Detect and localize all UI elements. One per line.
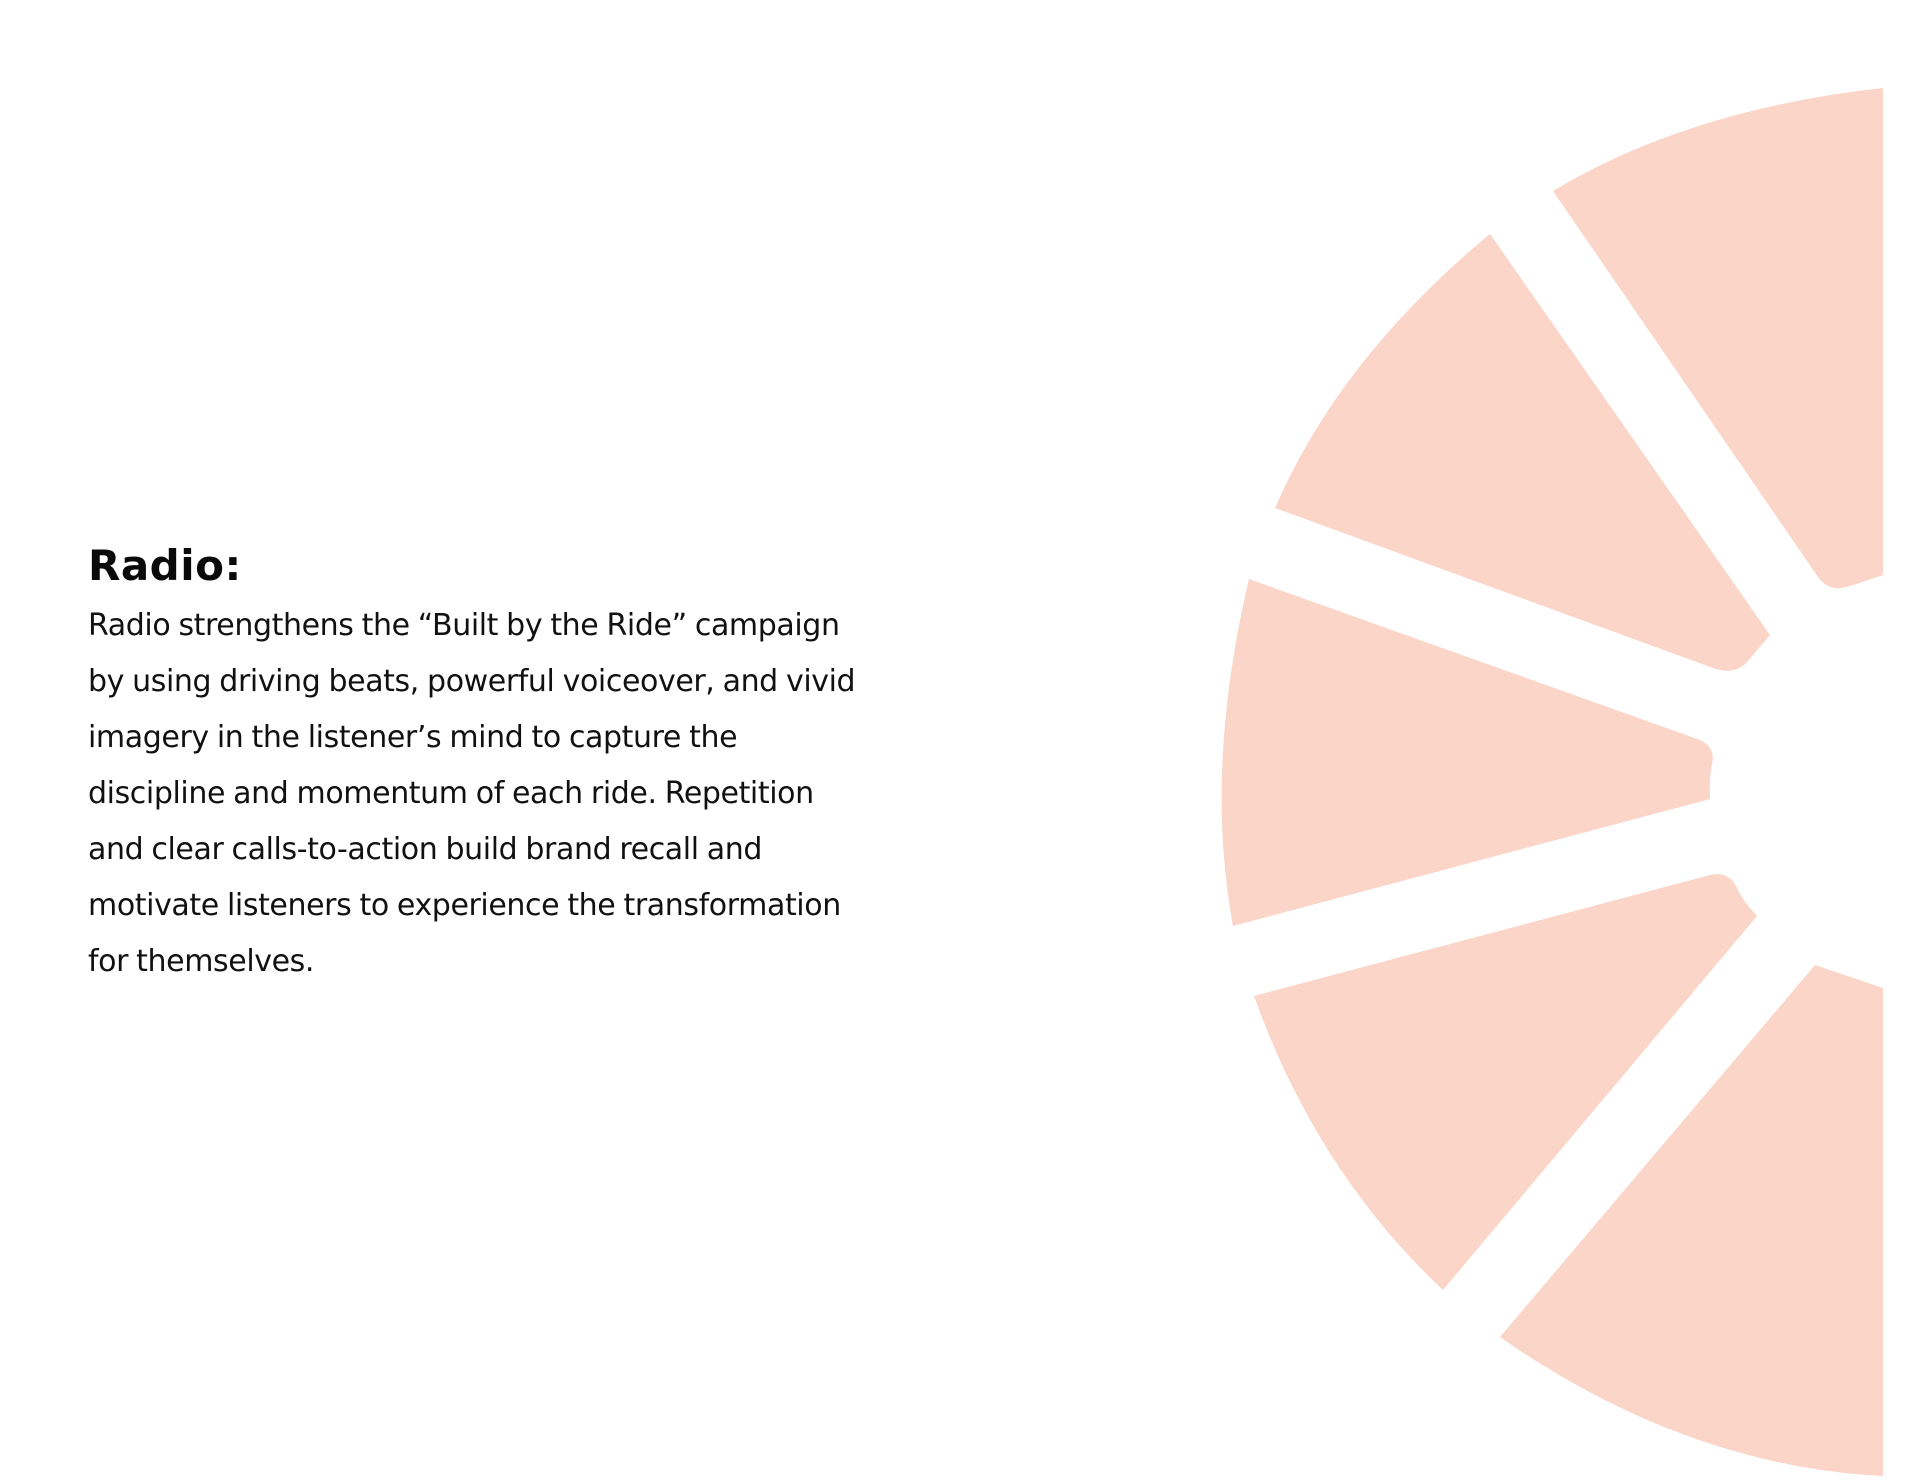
wheel-segment-1: [1553, 88, 1883, 588]
wheel-segment-3: [1222, 579, 1713, 926]
section-body-text: Radio strengthens the “Built by the Ride” campaign by using driving beats, powerful voiceover, and vivid imagery in the listener’s mind to capture the discipline and momentum of each ride. Repetition and clear calls-to-action build brand recall and motivate listeners to experience the transformation for themselves.: [88, 608, 856, 979]
wheel-segment-5: [1500, 965, 1883, 1476]
wheel-segment-4: [1254, 874, 1757, 1290]
wheel-segments-group: [1222, 88, 1883, 1476]
radio-section: [88, 534, 888, 990]
wheel-segment-2: [1275, 234, 1770, 671]
section-heading: Radio:: [88, 541, 242, 590]
